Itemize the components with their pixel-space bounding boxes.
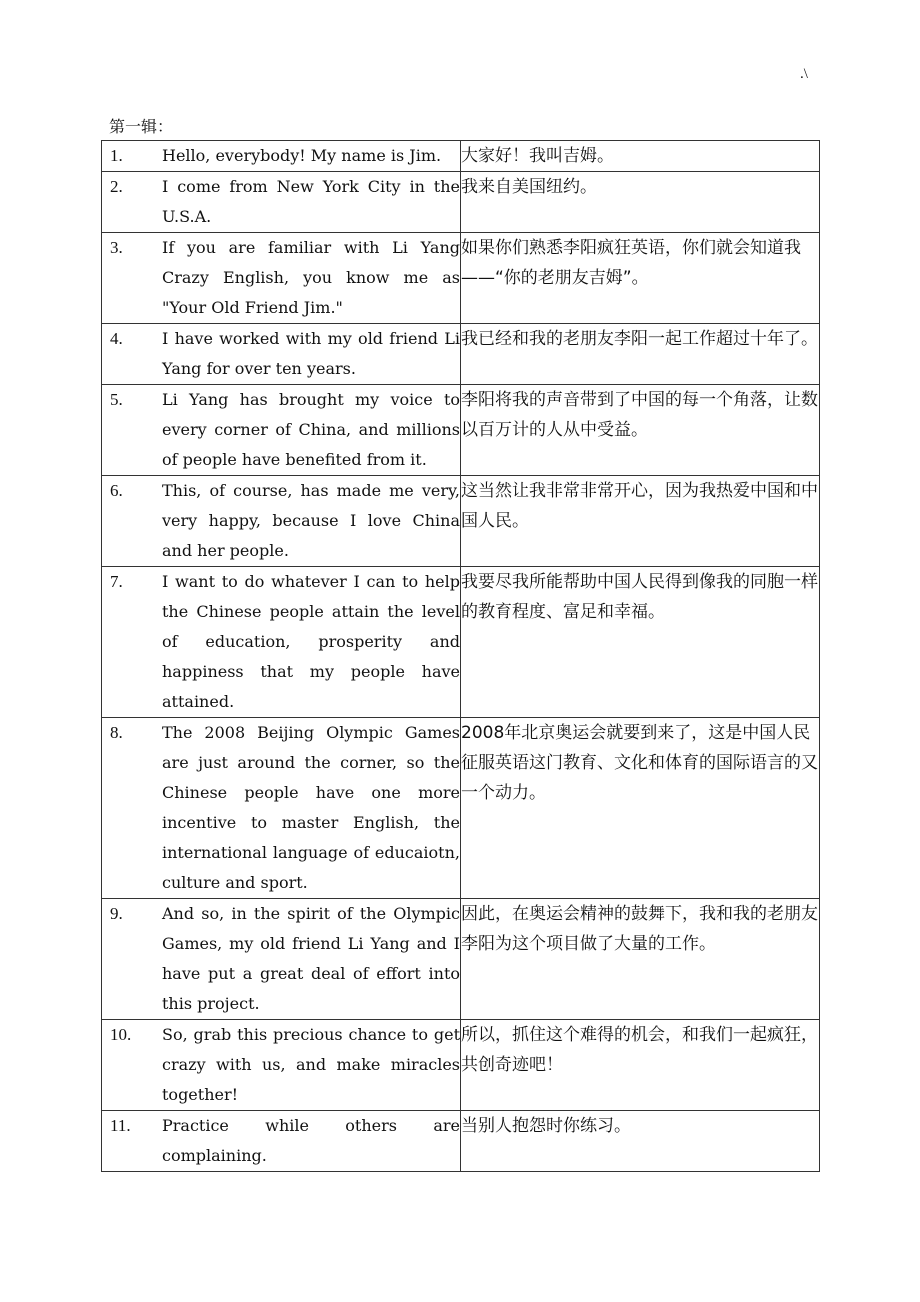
table-row [102,141,820,172]
chinese-translation: 2008年北京奥运会就要到来了，这是中国人民征服英语这门教育、文化和体育的国际语言的又一个动力。 [461,718,820,899]
row-number: 11. [110,1116,131,1135]
table-row [102,567,820,718]
chinese-translation: 如果你们熟悉李阳疯狂英语，你们就会知道我——“你的老朋友吉姆”。 [461,233,820,324]
english-sentence: Li Yang has brought my voice to every corner of China, and millions of people have benefited from it. [162,390,460,469]
english-sentence: I have worked with my old friend Li Yang for over ten years. [162,329,460,378]
row-number: 9. [110,904,123,923]
english-cell [102,476,461,567]
table-row [102,476,820,567]
english-cell [102,899,461,1020]
row-number: 3. [110,238,123,257]
row-number: 7. [110,572,123,591]
english-cell [102,1111,461,1172]
english-sentence: If you are familiar with Li Yang Crazy English, you know me as "Your Old Friend Jim." [162,238,460,317]
table-row [102,324,820,385]
english-sentence: This, of course, has made me very, very happy, because I love China and her people. [162,481,460,560]
english-sentence: And so, in the spirit of the Olympic Games, my old friend Li Yang and I have put a great deal of effort into this project. [162,904,460,1013]
chinese-translation: 我来自美国纽约。 [461,172,820,233]
english-cell [102,324,461,385]
chinese-translation: 所以，抓住这个难得的机会，和我们一起疯狂，共创奇迹吧！ [461,1020,820,1111]
english-cell [102,718,461,899]
english-cell [102,1020,461,1111]
english-sentence: So, grab this precious chance to get crazy with us, and make miracles together! [162,1025,460,1104]
chinese-translation: 因此，在奥运会精神的鼓舞下，我和我的老朋友李阳为这个项目做了大量的工作。 [461,899,820,1020]
row-number: 4. [110,329,123,348]
chinese-translation: 当别人抱怨时你练习。 [461,1111,820,1172]
row-number: 8. [110,723,123,742]
row-number: 10. [110,1025,132,1044]
english-sentence: I want to do whatever I can to help the Chinese people attain the level of education, prosperity and happiness that my people have attained. [162,572,460,711]
english-cell [102,567,461,718]
table-row [102,233,820,324]
table-row [102,1020,820,1111]
table-row [102,899,820,1020]
table-row [102,1111,820,1172]
chinese-translation: 李阳将我的声音带到了中国的每一个角落，让数以百万计的人从中受益。 [461,385,820,476]
english-cell [102,385,461,476]
phrase-table [101,140,820,1172]
english-sentence: I come from New York City in the U.S.A. [162,177,460,226]
english-cell [102,172,461,233]
table-row [102,718,820,899]
table-row [102,172,820,233]
row-number: 5. [110,390,123,409]
english-sentence: Practice while others are complaining. [162,1116,460,1165]
chinese-translation: 我要尽我所能帮助中国人民得到像我的同胞一样的教育程度、富足和幸福。 [461,567,820,718]
chinese-translation: 我已经和我的老朋友李阳一起工作超过十年了。 [461,324,820,385]
english-sentence: Hello, everybody! My name is Jim. [162,146,442,165]
row-number: 2. [110,177,123,196]
english-cell [102,141,461,172]
chinese-translation: 大家好！我叫吉姆。 [461,141,820,172]
chinese-translation: 这当然让我非常非常开心，因为我热爱中国和中国人民。 [461,476,820,567]
row-number: 6. [110,481,123,500]
english-sentence: The 2008 Beijing Olympic Games are just around the corner, so the Chinese people have one more incentive to master English, the international language of educaiotn, culture and sport. [162,723,460,892]
row-number: 1. [110,146,123,165]
english-cell [102,233,461,324]
corner-mark: .\ [800,66,808,82]
table-row [102,385,820,476]
section-title: 第一辑： [109,117,174,136]
